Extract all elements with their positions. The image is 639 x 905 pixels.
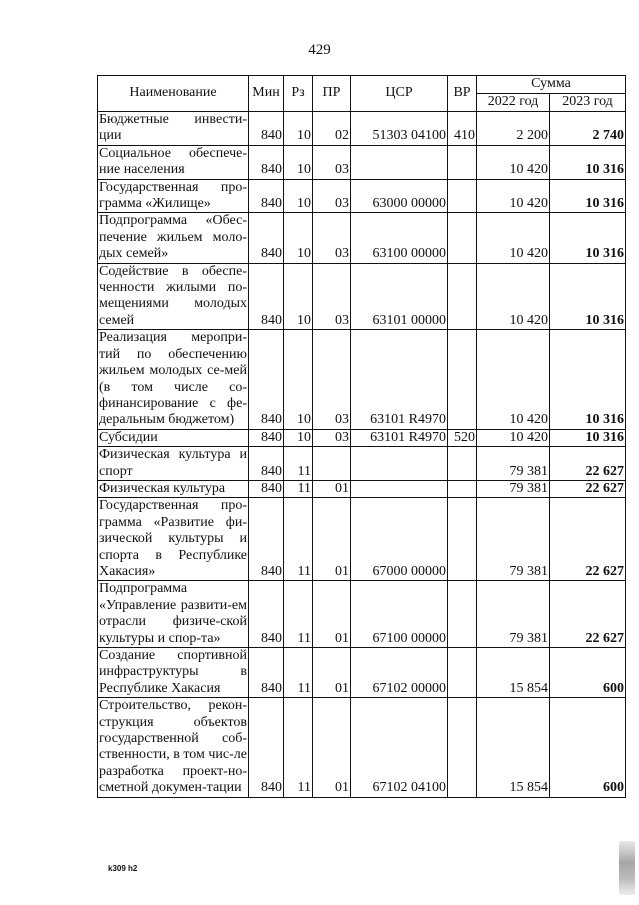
header-2022: 2022 год [477,94,550,112]
row-amount-2023: 10 316 [550,213,626,263]
row-min: 840 [249,480,284,497]
header-csr: ЦСР [351,76,448,112]
row-min: 840 [249,145,284,179]
row-rz: 11 [284,648,313,698]
budget-table [97,75,626,798]
row-amount-2022: 10 420 [477,145,550,179]
table-row [98,112,626,146]
row-amount-2022: 10 420 [477,213,550,263]
row-min: 840 [249,447,284,481]
row-csr: 63100 00000 [351,213,448,263]
table-body [98,112,626,798]
row-min: 840 [249,581,284,648]
row-amount-2023: 10 316 [550,179,626,213]
row-rz: 10 [284,145,313,179]
row-pr: 03 [313,429,351,446]
row-vr [448,263,477,330]
table-row [98,581,626,648]
table-row [98,648,626,698]
table-row [98,498,626,581]
row-min: 840 [249,648,284,698]
row-amount-2023: 10 316 [550,263,626,330]
row-rz: 11 [284,480,313,497]
row-amount-2023: 600 [550,648,626,698]
row-rz: 11 [284,498,313,581]
header-name: Наименование [98,76,249,112]
footer-code: k309 h2 [108,864,138,873]
row-amount-2022: 10 420 [477,263,550,330]
row-name: Государственная про-грамма «Развитие фи-зической культуры и спорта в Республике Хакасия» [99,498,247,579]
row-vr [448,145,477,179]
row-csr: 63101 R4970 [351,429,448,446]
row-amount-2022: 15 854 [477,698,550,797]
row-min: 840 [249,213,284,263]
row-pr: 01 [313,648,351,698]
table-row [98,447,626,481]
row-amount-2022: 79 381 [477,480,550,497]
row-pr: 03 [313,213,351,263]
row-min: 840 [249,263,284,330]
table-row [98,213,626,263]
header-rz: Рз [284,76,313,112]
row-rz: 10 [284,213,313,263]
row-pr: 01 [313,581,351,648]
table-row [98,179,626,213]
table-row [98,429,626,446]
row-vr [448,698,477,797]
row-csr: 51303 04100 [351,112,448,146]
table-row [98,698,626,797]
row-pr: 01 [313,698,351,797]
row-amount-2023: 22 627 [550,480,626,497]
row-csr: 67100 00000 [351,581,448,648]
row-amount-2023: 10 316 [550,429,626,446]
table-row [98,263,626,330]
row-vr [448,213,477,263]
row-csr: 63101 R4970 [351,330,448,429]
row-amount-2022: 10 420 [477,429,550,446]
row-amount-2023: 600 [550,698,626,797]
row-rz: 10 [284,263,313,330]
row-csr [351,145,448,179]
row-min: 840 [249,179,284,213]
row-name: Государственная про-грамма «Жилище» [99,179,247,212]
row-rz: 10 [284,429,313,446]
table-row [98,480,626,497]
row-csr: 67000 00000 [351,498,448,581]
row-name: Бюджетные инвести-ции [99,112,247,144]
row-csr [351,480,448,497]
row-min: 840 [249,429,284,446]
header-pr: ПР [313,76,351,112]
row-vr [448,330,477,429]
row-vr [448,648,477,698]
row-amount-2022: 15 854 [477,648,550,698]
header-vr: ВР [448,76,477,112]
row-amount-2022: 79 381 [477,498,550,581]
row-vr: 410 [448,112,477,146]
row-vr [448,498,477,581]
row-pr [313,447,351,481]
row-rz: 10 [284,112,313,146]
row-vr [448,581,477,648]
row-name: Подпрограмма «Обес-печение жильем моло-дых семей» [99,213,247,262]
row-rz: 11 [284,447,313,481]
table-row [98,330,626,429]
row-csr: 63101 00000 [351,263,448,330]
row-amount-2023: 22 627 [550,498,626,581]
row-rz: 11 [284,698,313,797]
row-name: Подпрограмма «Управление развити-ем отрасли физиче-ской культуры и спор-та» [99,581,247,646]
row-min: 840 [249,498,284,581]
row-amount-2023: 2 740 [550,112,626,146]
row-amount-2023: 10 316 [550,330,626,429]
row-amount-2022: 10 420 [477,330,550,429]
page-number: 429 [308,42,331,58]
row-vr [448,480,477,497]
row-amount-2023: 22 627 [550,581,626,648]
row-name: Физическая культура и спорт [99,447,247,479]
row-csr: 67102 04100 [351,698,448,797]
row-csr: 67102 00000 [351,648,448,698]
row-pr: 02 [313,112,351,146]
row-name: Создание спортивной инфраструктуры в Республике Хакасия [99,648,247,696]
row-pr: 03 [313,330,351,429]
row-pr: 03 [313,263,351,330]
row-amount-2023: 22 627 [550,447,626,481]
row-vr [448,179,477,213]
row-min: 840 [249,330,284,429]
header-2023: 2023 год [550,94,626,112]
row-amount-2023: 10 316 [550,145,626,179]
scan-artifact [619,841,635,895]
row-name: Физическая культура [98,480,249,497]
row-name: Реализация меропри-тий по обеспечению жильем молодых се-мей (в том числе со-финансирование с фе-деральным бюджетом) [99,330,247,428]
row-min: 840 [249,112,284,146]
row-amount-2022: 10 420 [477,179,550,213]
row-amount-2022: 79 381 [477,447,550,481]
row-name: Содействие в обеспе-ченности жилыми по-мещениями молодых семей [99,263,247,328]
row-pr: 03 [313,179,351,213]
row-pr: 01 [313,498,351,581]
row-amount-2022: 2 200 [477,112,550,146]
row-vr: 520 [448,429,477,446]
row-name: Строительство, рекон-струкция объектов государственной соб-ственности, в том чис-ле разработка проект-но-сметной докумен-тации [99,698,247,796]
row-pr: 03 [313,145,351,179]
row-min: 840 [249,698,284,797]
row-vr [448,447,477,481]
header-min: Мин [249,76,284,112]
row-name: Социальное обеспече-ние населения [99,145,247,178]
row-rz: 10 [284,179,313,213]
row-pr: 01 [313,480,351,497]
row-csr: 63000 00000 [351,179,448,213]
row-name: Субсидии [98,429,249,446]
header-sum: Сумма [477,76,626,94]
row-amount-2022: 79 381 [477,581,550,648]
row-rz: 11 [284,581,313,648]
row-rz: 10 [284,330,313,429]
row-csr [351,447,448,481]
table-row [98,145,626,179]
